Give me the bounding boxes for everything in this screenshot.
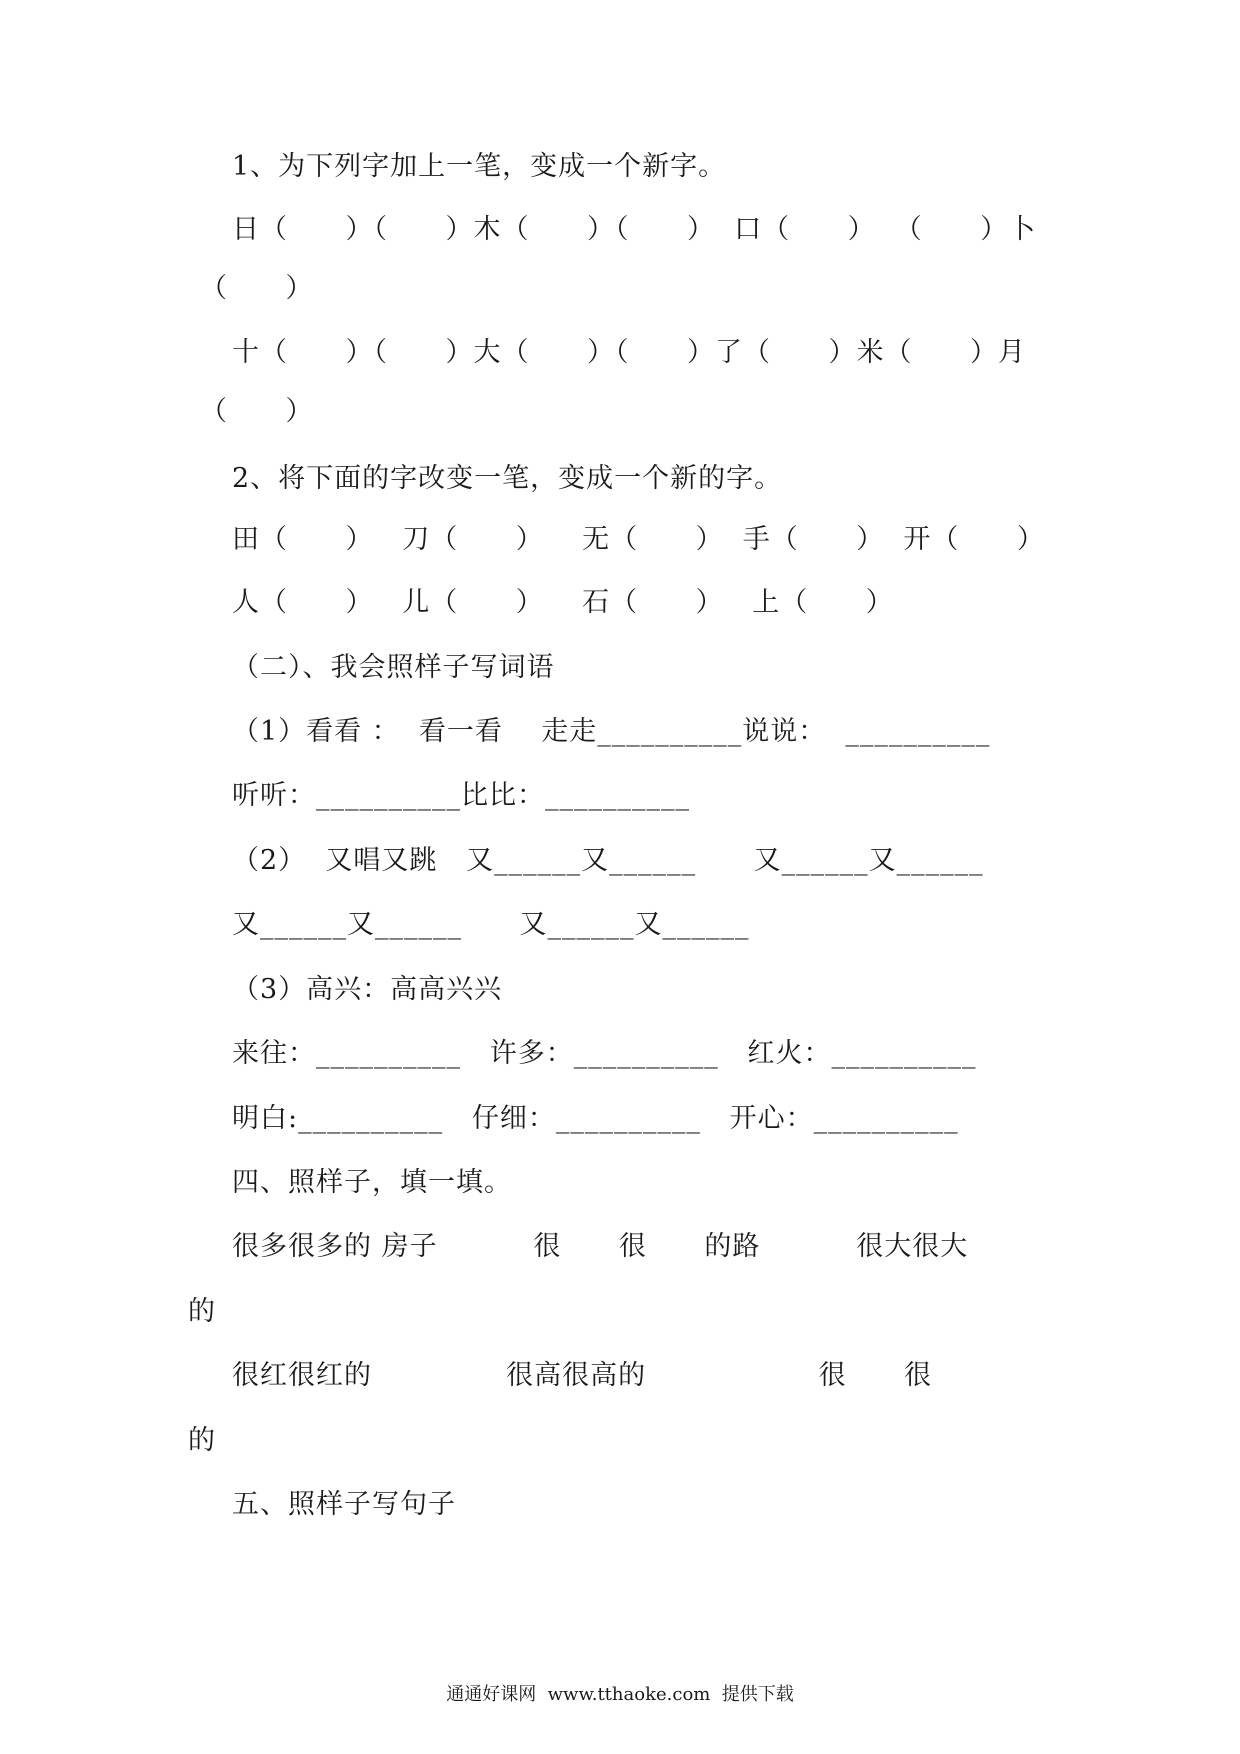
section-4-row-2: 很红很红的 很高很高的 很 很	[232, 1360, 933, 1391]
section-5-heading: 五、照样子写句子	[232, 1489, 456, 1520]
section-4-row-1: 很多很多的 房子 很 很 的路 很大很大	[232, 1231, 969, 1262]
question-2-row-1: 田（ ） 刀（ ） 无（ ） 手（ ） 开（ ）	[232, 524, 1045, 555]
question-2-row-2: 人（ ） 儿（ ） 石（ ） 上（ ）	[232, 587, 894, 618]
section-2-part-3-row-2: 明白:__________ 仔细：__________ 开心：__________	[232, 1103, 959, 1134]
section-4-heading: 四、照样子，填一填。	[232, 1167, 512, 1198]
question-1-heading: 1、为下列字加上一笔，变成一个新字。	[232, 151, 727, 182]
section-4-row-2-wrap: 的	[188, 1425, 216, 1456]
section-4-row-1-wrap: 的	[188, 1296, 216, 1327]
section-2-part-2-row-1: （2） 又唱又跳 又______又______ 又______又______	[232, 845, 984, 876]
section-2-part-3-heading: （3）高兴：高高兴兴	[232, 974, 503, 1005]
section-2-part-3-row-1: 来往：__________ 许多：__________ 红火：__________	[232, 1038, 977, 1069]
question-1-row-2: 十（ ）（ ）大（ ）（ ）了（ ）米（ ）月	[232, 337, 1026, 368]
section-2-heading: （二）、我会照样子写词语	[232, 652, 555, 683]
section-2-part-1-row-1: （1）看看 ： 看一看 走走__________说说： __________	[232, 716, 991, 747]
section-2-part-1-row-2: 听听：__________比比：__________	[232, 780, 690, 811]
page-footer: 通通好课网 www.tthaoke.com 提供下载	[446, 1684, 794, 1705]
section-2-part-2-row-2: 又______又______ 又______又______	[232, 909, 750, 940]
question-1-row-1-wrap: （ ）	[200, 273, 314, 304]
question-2-heading: 2、将下面的字改变一笔，变成一个新的字。	[232, 463, 783, 494]
question-1-row-2-wrap: （ ）	[200, 396, 314, 427]
question-1-row-1: 日（ ）（ ）木（ ）（ ） 口（ ） （ ）卜	[232, 214, 1037, 245]
